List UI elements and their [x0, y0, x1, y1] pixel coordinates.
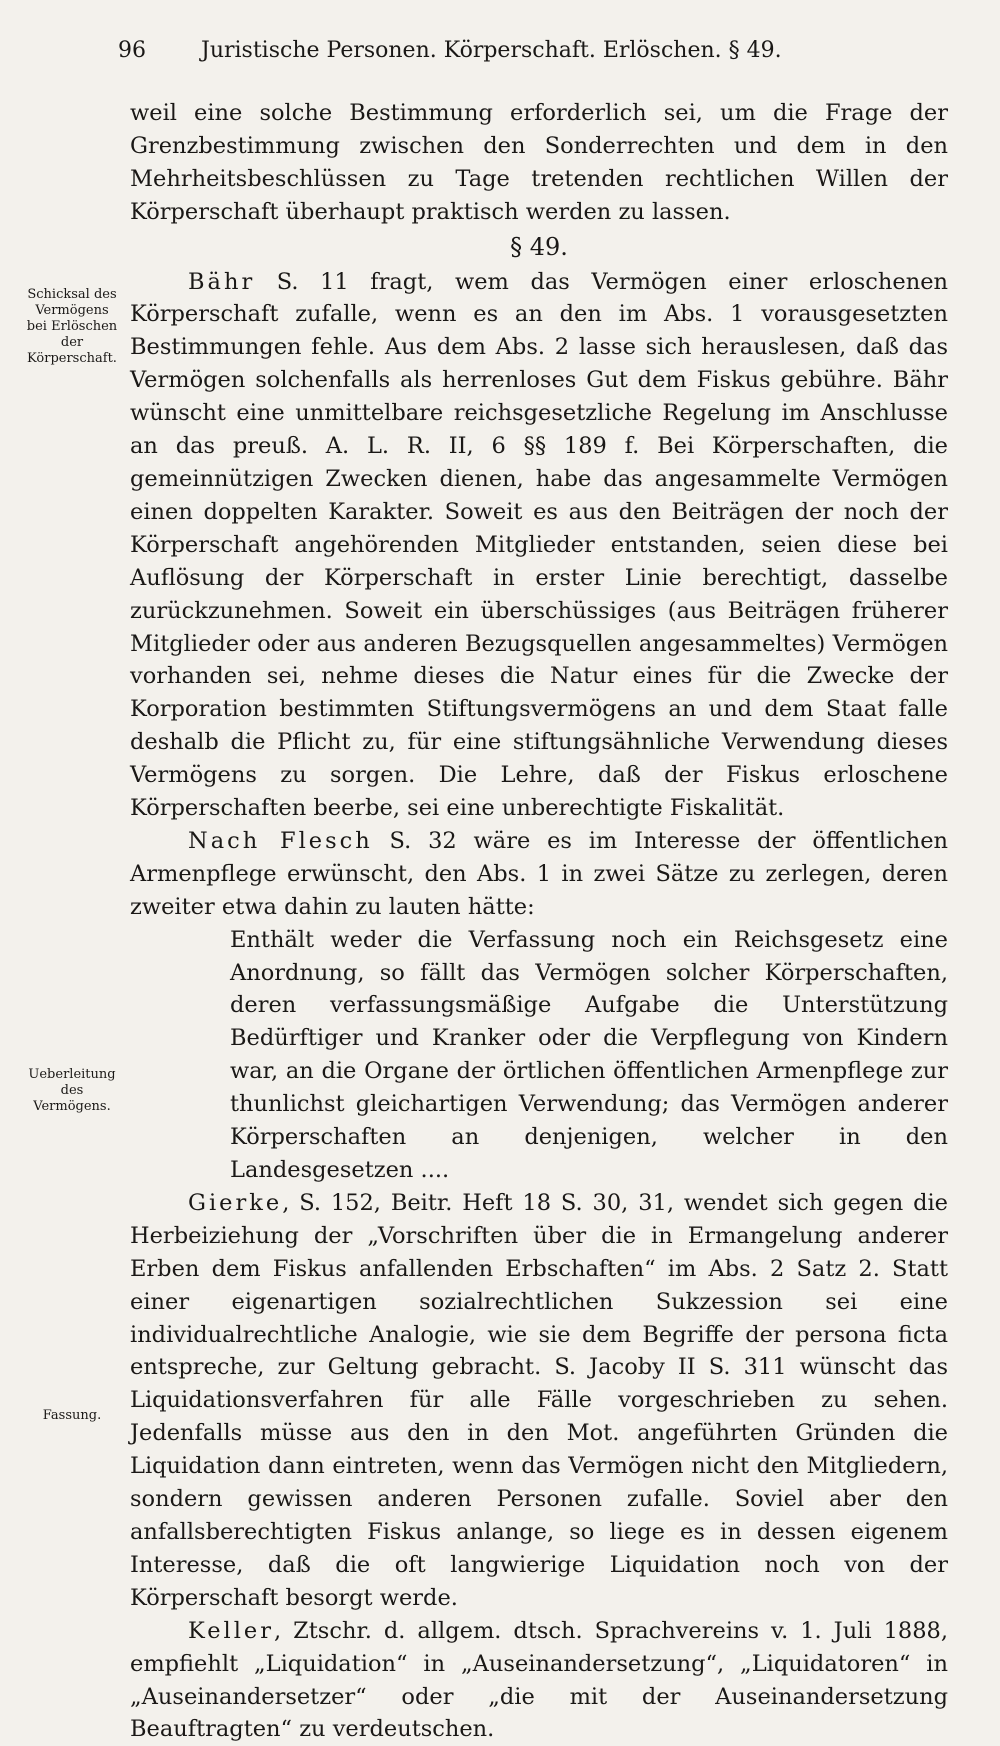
paragraph-flesch	[130, 825, 948, 924]
page-number: 96	[118, 38, 146, 63]
margin-note-ueberleitung: Ueberleitung des Vermögens.	[28, 1067, 116, 1114]
block-quote: Enthält weder die Verfassung noch ein Reichsgesetz eine Anordnung, so fällt das Vermögen solcher Körperschaften, deren verfassungsmäßige Aufgabe die Unterstützung Bedürftiger und Kranker oder die Verpflegung von Kindern war, an die Organe der örtlichen öffentlichen Armenpflege zur thunlichst gleichartigen Verwendung; das Vermögen anderer Körperschaften an denjenigen, welcher in den Landesgesetzen ....	[230, 926, 948, 1183]
margin-note-schicksal: Schicksal des Vermögens bei Erlöschen der Körperschaft.	[26, 287, 118, 366]
paragraph-text: S. 32 wäre es im Interesse der öffentlichen Armenpflege erwünscht, den Abs. 1 in zwei Sätze zu zerlegen, deren zweiter etwa dahin zu lauten hätte:	[130, 827, 949, 920]
paragraph-continuation: weil eine solche Bestimmung erforderlich sei, um die Frage der Grenzbestimmung zwischen den Sonderrechten und dem in den Mehrheitsbeschlüssen zu Tage tretenden rechtlichen Willen der Körperschaft überhaupt praktisch werden zu lassen.	[130, 100, 948, 225]
main-text	[130, 97, 948, 1746]
paragraph-gierke	[130, 1187, 948, 1615]
paragraph-keller	[130, 1615, 948, 1746]
section-heading: § 49.	[510, 232, 568, 261]
author-name: Nach Flesch	[188, 827, 373, 854]
header-title: Juristische Personen. Körperschaft. Erlöschen. § 49.	[201, 38, 782, 63]
paragraph-text: S. 11 fragt, wem das Vermögen einer erloschenen Körperschaft zufalle, wenn es an den im Abs. 1 vorausgesetzten Bestimmungen fehle. Aus dem Abs. 2 lasse sich herauslesen, daß das Vermögen solchenfalls als herrenloses Gut dem Fiskus gebühre. Bähr wünscht eine unmittelbare reichsgesetzliche Regelung im Anschlusse an das preuß. A. L. R. II, 6 §§ 189 f. Bei Körperschaften, die gemeinnützigen Zwecken dienen, habe das angesammelte Vermögen einen doppelten Karakter. Soweit es aus den Beiträgen der noch der Körperschaft angehörenden Mitglieder entstanden, seien diese bei Auflösung der Körperschaft in erster Linie berechtigt, dasselbe zurückzunehmen. Soweit ein überschüssiges (aus Beiträgen früherer Mitglieder oder aus anderen Bezugsquellen angesammeltes) Vermögen vorhanden sei, nehme dieses die Natur eines für die Zwecke der Korporation bestimmten Stiftungsvermögens an und dem Staat falle deshalb die Pflicht zu, für eine stiftungsähnliche Verwendung dieses Vermögens zu sorgen. Die Lehre, daß der Fiskus erloschene Körperschaften beerbe, sei eine unberechtigte Fiskalität.	[130, 268, 948, 822]
author-name: Bähr	[188, 268, 256, 295]
author-name: Keller	[188, 1617, 274, 1644]
paragraph-baehr	[130, 266, 948, 825]
margin-note-fassung: Fassung.	[42, 1408, 102, 1423]
running-header	[118, 38, 878, 63]
author-name: Gierke	[188, 1189, 283, 1216]
paragraph-text: , Ztschr. d. allgem. dtsch. Sprachvereins v. 1. Juli 1888, empfiehlt „Liquidation“ in „Auseinandersetzung“, „Liquidatoren“ in „Auseinandersetzer“ oder „die mit der Auseinandersetzung Beauftragten“ zu verdeutschen.	[130, 1617, 948, 1743]
paragraph-text: , S. 152, Beitr. Heft 18 S. 30, 31, wendet sich gegen die Herbeiziehung der „Vorschriften über die in Ermangelung anderer Erben dem Fiskus anfallenden Erbschaften“ im Abs. 2 Satz 2. Statt einer eigenartigen sozialrechtlichen Sukzession sei eine individualrechtliche Analogie, wie sie dem Begriffe der persona ficta entspreche, zur Geltung gebracht. S. Jacoby II S. 311 wünscht das Liquidationsverfahren für alle Fälle vorgeschrieben zu sehen. Jedenfalls müsse aus den in den Mot. angeführten Gründen die Liquidation dann eintreten, wenn das Vermögen nicht den Mitgliedern, sondern gewissen anderen Personen zufalle. Soviel aber den anfallsberechtigten Fiskus anlange, so liege es in dessen eigenem Interesse, daß die oft langwierige Liquidation noch von der Körperschaft besorgt werde.	[130, 1189, 948, 1611]
